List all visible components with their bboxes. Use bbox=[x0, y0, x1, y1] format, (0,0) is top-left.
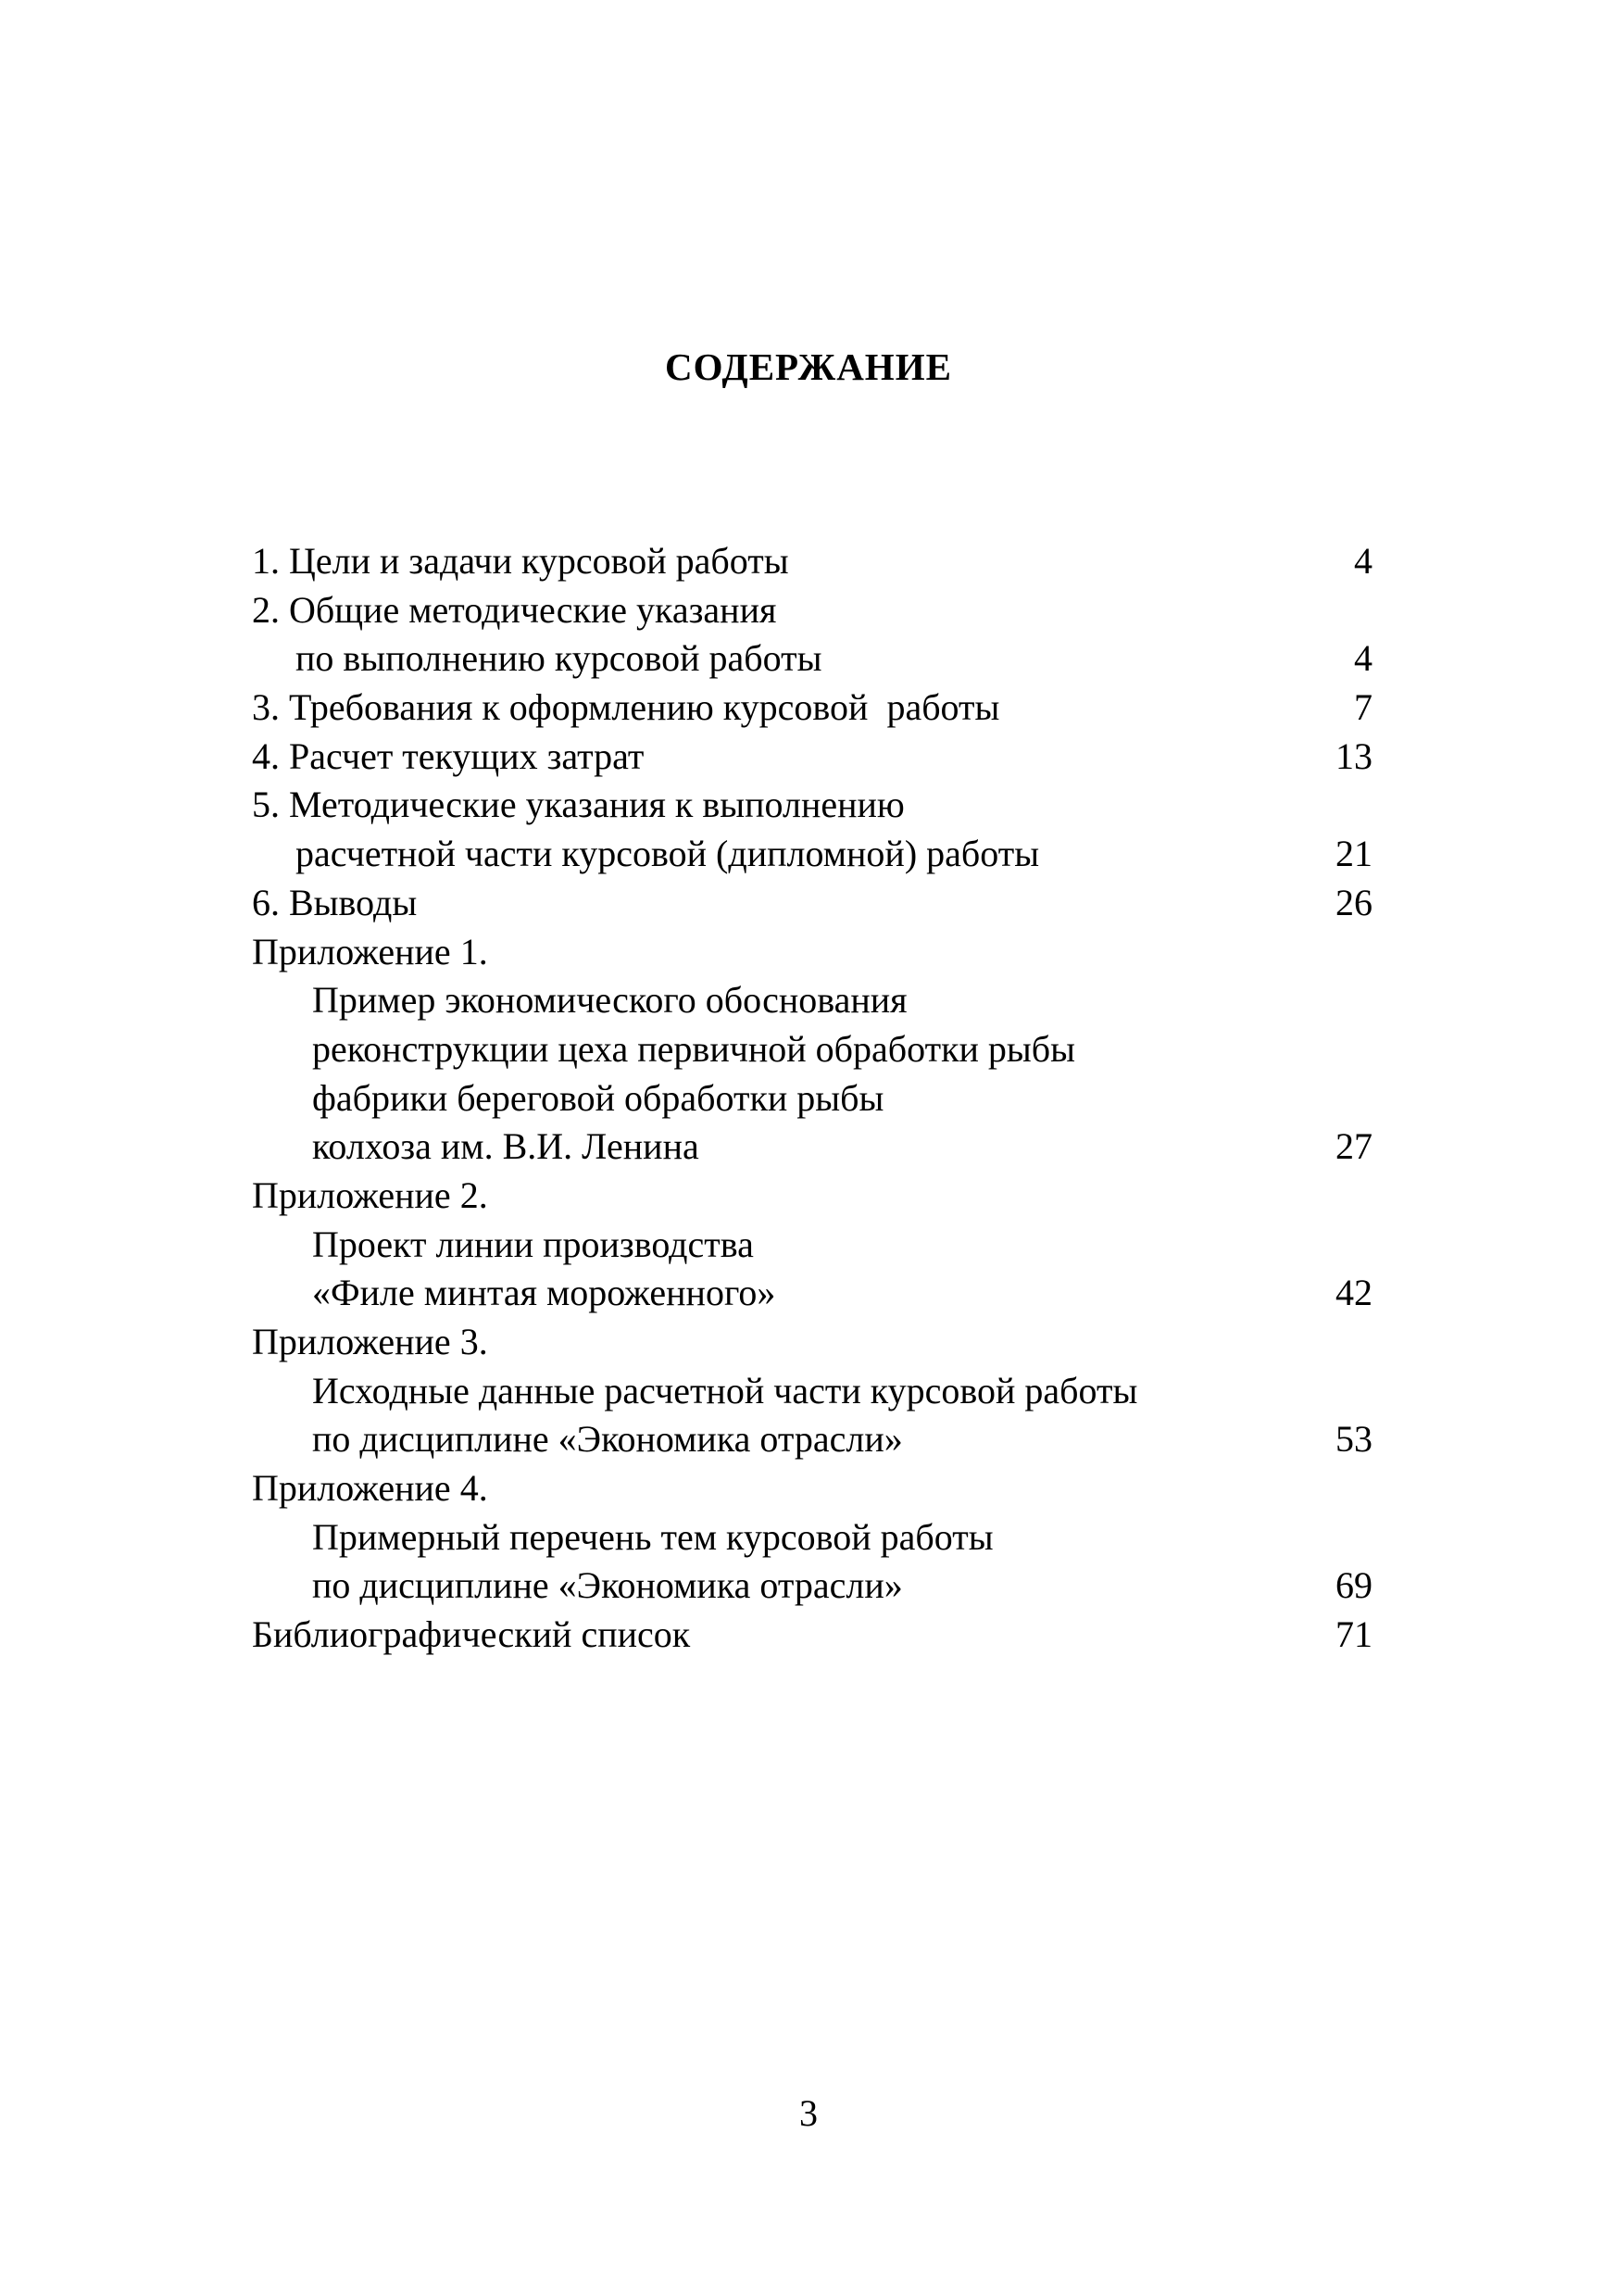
toc-item[interactable] bbox=[252, 830, 1373, 879]
toc-item-page: 13 bbox=[1335, 734, 1373, 777]
toc-item-label: по выполнению курсовой работы bbox=[295, 637, 822, 680]
toc-item-page: 26 bbox=[1335, 881, 1373, 923]
toc-item-page: 7 bbox=[1354, 686, 1373, 729]
toc-item-label: 3. Требования к оформлению курсовой работы bbox=[252, 686, 1000, 729]
toc-item-page: 71 bbox=[1335, 1613, 1373, 1656]
toc-item[interactable] bbox=[252, 928, 1373, 977]
toc-item[interactable] bbox=[252, 733, 1373, 782]
toc-item-label: Исходные данные расчетной части курсовой работы bbox=[312, 1369, 1138, 1411]
toc-item-label: 4. Расчет текущих затрат bbox=[252, 734, 645, 777]
toc-item-label: Библиографический список bbox=[252, 1613, 691, 1656]
toc-item-label: 5. Методические указания к выполнению bbox=[252, 784, 905, 826]
toc-item-page: 27 bbox=[1335, 1125, 1373, 1168]
toc-item[interactable] bbox=[252, 1513, 1373, 1562]
toc-item-page: 53 bbox=[1335, 1418, 1373, 1461]
toc-item-label: Приложение 4. bbox=[252, 1467, 488, 1510]
toc-item-page: 4 bbox=[1354, 637, 1373, 680]
toc-item[interactable] bbox=[252, 976, 1373, 1025]
toc-item-label: 6. Выводы bbox=[252, 881, 418, 923]
toc-item-label: Приложение 2. bbox=[252, 1173, 488, 1216]
toc-item[interactable] bbox=[252, 537, 1373, 586]
toc-item[interactable] bbox=[252, 1611, 1373, 1660]
page-number: 3 bbox=[799, 2092, 818, 2134]
toc-item[interactable] bbox=[252, 1025, 1373, 1074]
toc-item[interactable] bbox=[252, 879, 1373, 928]
toc-item-page: 69 bbox=[1335, 1564, 1373, 1607]
toc-item-label: реконструкции цеха первичной обработки рыбы bbox=[312, 1027, 1076, 1070]
toc-item[interactable] bbox=[252, 1269, 1373, 1318]
toc-item[interactable] bbox=[252, 634, 1373, 684]
toc-item[interactable] bbox=[252, 1464, 1373, 1513]
toc-item[interactable] bbox=[252, 586, 1373, 635]
toc-item[interactable] bbox=[252, 1172, 1373, 1221]
toc-item-label: по дисциплине «Экономика отрасли» bbox=[312, 1564, 903, 1607]
toc-item[interactable] bbox=[252, 684, 1373, 733]
toc-item-label: Приложение 1. bbox=[252, 930, 488, 972]
toc-item-label: расчетной части курсовой (дипломной) работы bbox=[295, 833, 1040, 875]
toc-item-label: 2. Общие методические указания bbox=[252, 588, 777, 631]
toc-item-page: 42 bbox=[1335, 1272, 1373, 1314]
toc-item-page: 4 bbox=[1354, 540, 1373, 582]
toc-item-label: колхоза им. В.И. Ленина bbox=[312, 1125, 699, 1168]
toc-item[interactable] bbox=[252, 1318, 1373, 1367]
toc-item-label: фабрики береговой обработки рыбы bbox=[312, 1076, 884, 1119]
toc-item-page: 21 bbox=[1335, 833, 1373, 875]
toc-item-label: Пример экономического обоснования bbox=[312, 979, 908, 1022]
toc-item-label: «Филе минтая мороженного» bbox=[312, 1272, 776, 1314]
toc-item[interactable] bbox=[252, 1415, 1373, 1464]
toc-item[interactable] bbox=[252, 781, 1373, 830]
table-of-contents bbox=[252, 537, 1373, 1660]
toc-item-label: Проект линии производства bbox=[312, 1223, 754, 1265]
toc-item-label: Приложение 3. bbox=[252, 1321, 488, 1362]
toc-item[interactable] bbox=[252, 1562, 1373, 1611]
toc-item[interactable] bbox=[252, 1367, 1373, 1416]
toc-item-label: по дисциплине «Экономика отрасли» bbox=[312, 1418, 903, 1461]
toc-item[interactable] bbox=[252, 1221, 1373, 1270]
page-title: СОДЕРЖАНИЕ bbox=[665, 345, 952, 388]
toc-item[interactable] bbox=[252, 1074, 1373, 1123]
toc-item[interactable] bbox=[252, 1123, 1373, 1172]
toc-item-label: 1. Цели и задачи курсовой работы bbox=[252, 540, 789, 582]
toc-item-label: Примерный перечень тем курсовой работы bbox=[312, 1515, 994, 1558]
